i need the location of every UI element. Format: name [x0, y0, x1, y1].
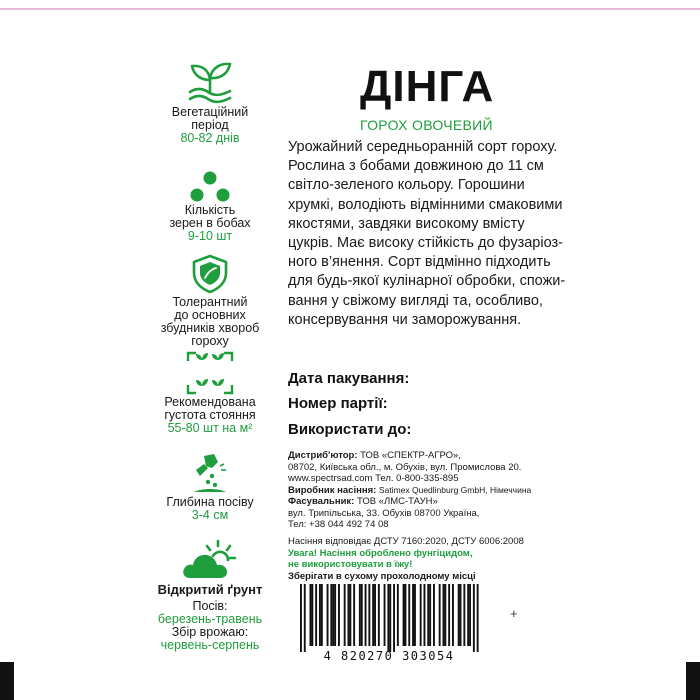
- sowing-hand-icon: [190, 452, 230, 496]
- barcode-bar: [334, 584, 336, 646]
- barcode-bar: [397, 584, 399, 646]
- description-line: якостями, завдяки високому вмісту: [288, 215, 525, 232]
- distributor-address: 08702, Київська обл., м. Обухів, вул. Промислова 20.: [288, 461, 522, 473]
- storage-text: Зберігати в сухому прохолодному місці: [288, 570, 476, 582]
- barcode-bar: [321, 584, 323, 646]
- grains-label-2: зерен в бобах: [169, 216, 251, 230]
- distributor-contacts: www.spectrsad.com Тел. 0-800-335-895: [288, 473, 459, 484]
- grains-label-1: Кількість: [184, 203, 236, 217]
- depth-value: 3-4 см: [191, 508, 229, 522]
- barcode-bar: [353, 584, 355, 646]
- barcode: [284, 582, 494, 664]
- standard-text: Насіння відповідає ДСТУ 7160:2020, ДСТУ 6006:2008: [288, 536, 524, 547]
- use-by-label: Використати до:: [288, 421, 412, 438]
- density-label-1: Рекомендована: [164, 395, 256, 409]
- harvest-label: Збір врожаю:: [171, 625, 249, 639]
- vegetation-label-2: період: [191, 118, 229, 132]
- warning-line-2: не використовувати в їжу!: [288, 559, 413, 570]
- sowing-label: Посів:: [192, 599, 228, 613]
- corner-mark-left: [0, 662, 14, 700]
- packer-address: вул. Трипільська, 33. Обухів 08700 Україна,: [288, 507, 480, 519]
- barcode-bar: [330, 584, 332, 646]
- tolerance-label-3: збудників хвороб: [160, 321, 260, 335]
- barcode-bar: [361, 584, 363, 646]
- sprout-icon: [182, 60, 238, 106]
- barcode-bar: [420, 584, 422, 646]
- distributor-name: ТОВ «СПЕКТР-АГРО»,: [360, 450, 461, 461]
- barcode-bar: [458, 584, 460, 646]
- barcode-bar: [338, 584, 340, 646]
- barcode-bar: [327, 584, 329, 646]
- barcode-bar: [387, 584, 389, 652]
- tolerance-label-1: Толерантний: [172, 295, 248, 309]
- description-line: хрумкі, володіють відмінними смаковими: [288, 196, 563, 213]
- packer-label: Фасувальник:: [288, 496, 355, 507]
- barcode-bar: [368, 584, 370, 646]
- barcode-bar: [348, 584, 350, 646]
- barcode-bar: [463, 584, 465, 646]
- description-line: для будь-якої кулінарної обробки, спожи-: [288, 273, 566, 290]
- peas-dots-icon: [185, 170, 235, 204]
- compliance-info: [288, 536, 524, 582]
- barcode-bar: [443, 584, 445, 646]
- barcode-bar: [403, 584, 405, 646]
- grains-value: 9-10 шт: [187, 229, 233, 243]
- feature-open-ground: [145, 538, 275, 652]
- feature-grains: [145, 170, 275, 243]
- product-title: ДІНГА: [360, 62, 495, 111]
- barcode-bar: [315, 584, 317, 646]
- description-line: світло-зеленого кольору. Горошини: [288, 177, 525, 194]
- product-subtitle: ГОРОХ ОВОЧЕВИЙ: [360, 117, 493, 133]
- distributor-label: Дистриб'ютор:: [288, 450, 358, 461]
- barcode-bar: [310, 584, 312, 646]
- description-line: Урожайний середньоранній сорт гороху.: [288, 139, 558, 155]
- barcode-bar: [344, 584, 346, 646]
- description-line: цукрів. Має високу стійкість до фузаріоз-: [288, 235, 563, 252]
- barcode-bar: [444, 584, 446, 646]
- planting-density-icon: [185, 350, 235, 396]
- description-line: ного в’янення. Сорт відмінно підходить: [288, 254, 551, 271]
- description-line: вання у свіжому вигляді та, особливо,: [288, 292, 543, 309]
- barcode-bar: [429, 584, 431, 646]
- barcode-bar: [424, 584, 426, 646]
- producer-name: Satimex Quedlinburg GmbH, Німеччина: [378, 484, 532, 495]
- open-ground-heading: Відкритий ґрунт: [157, 582, 263, 597]
- description-line: консервування чи заморожування.: [288, 311, 522, 328]
- barcode-bar: [452, 584, 454, 646]
- barcode-bar: [448, 584, 450, 646]
- vegetation-label-1: Вегетаційний: [171, 105, 249, 119]
- barcode-bar: [460, 584, 462, 646]
- density-label-2: густота стояння: [164, 408, 256, 422]
- vegetation-value: 80-82 днів: [180, 131, 240, 145]
- registration-mark: +: [510, 606, 518, 621]
- corner-mark-right: [686, 662, 700, 700]
- warning-line-1: Увага! Насіння оброблено фунгіцидом,: [288, 547, 473, 559]
- barcode-bar: [393, 584, 395, 652]
- barcode-bar: [365, 584, 367, 646]
- sowing-value: березень-травень: [157, 612, 263, 626]
- barcode-bar: [467, 584, 469, 646]
- barcode-bar: [469, 584, 471, 646]
- barcode-digits: 4 820270 303054: [323, 649, 455, 663]
- barcode-bar: [372, 584, 374, 646]
- barcode-bar: [427, 584, 429, 646]
- sun-cloud-icon: [180, 538, 240, 582]
- tolerance-label-4: гороху: [191, 334, 229, 348]
- feature-vegetation: [145, 60, 275, 145]
- feature-depth: [145, 452, 275, 522]
- shield-leaf-icon: [190, 254, 230, 294]
- barcode-bar: [412, 584, 414, 646]
- barcode-bar: [311, 584, 313, 646]
- barcode-bar: [473, 584, 475, 652]
- barcode-bar: [389, 584, 391, 652]
- barcode-bar: [319, 584, 321, 646]
- distributor-info: [288, 450, 531, 531]
- barcode-bar: [304, 584, 306, 652]
- barcode-bar: [349, 584, 351, 646]
- barcode-bar: [384, 584, 386, 646]
- harvest-value: червень-серпень: [160, 638, 260, 652]
- barcode-bar: [408, 584, 410, 646]
- barcode-bar: [439, 584, 441, 646]
- packing-date-label: Дата пакування:: [288, 370, 410, 387]
- barcode-bar: [359, 584, 361, 646]
- barcode-bar: [332, 584, 334, 646]
- batch-number-label: Номер партії:: [288, 395, 388, 412]
- feature-tolerance: [145, 254, 275, 348]
- tolerance-label-2: до основних: [174, 308, 246, 322]
- barcode-bar: [405, 584, 407, 646]
- description-line: Рослина з бобами довжиною до 11 см: [288, 158, 544, 175]
- product-description: [288, 138, 588, 330]
- barcode-bar: [433, 584, 435, 646]
- feature-density: [145, 350, 275, 435]
- packer-name: ТОВ «ЛМС-ТАУН»: [356, 496, 438, 507]
- barcode-bar: [414, 584, 416, 646]
- barcode-bar: [477, 584, 479, 652]
- density-value: 55-80 шт на м²: [167, 421, 253, 435]
- packer-phone: Тел: +38 044 492 74 08: [288, 519, 389, 530]
- barcode-bar: [300, 584, 302, 652]
- depth-label: Глибина посіву: [166, 495, 254, 509]
- top-border-line: [0, 8, 700, 10]
- barcode-bar: [378, 584, 380, 646]
- producer-label: Виробник насіння:: [288, 484, 377, 496]
- barcode-bar: [374, 584, 376, 646]
